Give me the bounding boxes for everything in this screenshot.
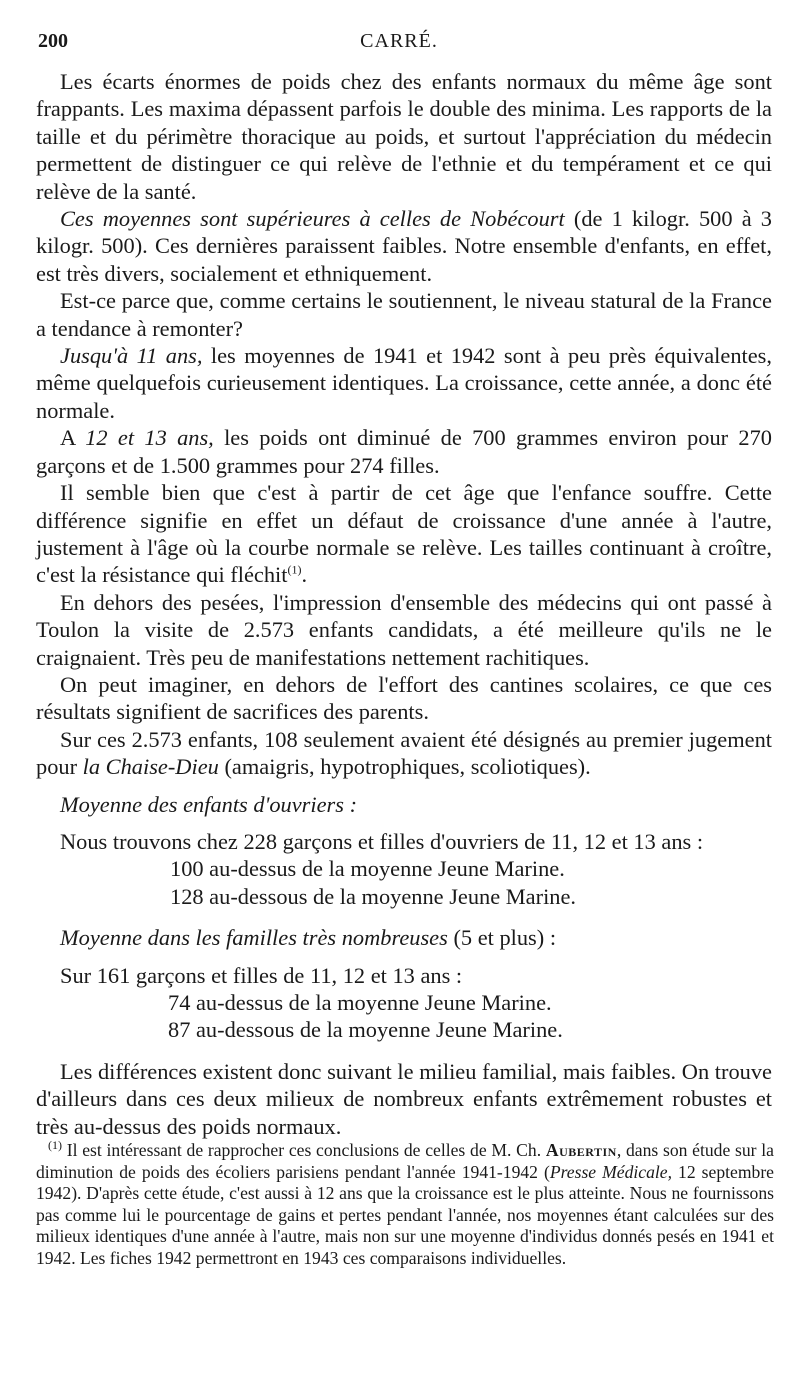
paragraph-resistance-end: .	[301, 562, 308, 588]
paragraph-conclusion: Les différences existent donc suivant le milieu familial, mais faibles. On trouve d'ailleurs dans ces deux milieux de nombreux enfants extrêmement robustes et très au-dessus des poids normaux.	[36, 1058, 772, 1139]
paragraph-eleven-text: les moyennes de 1941 et 1942 sont à peu près équivalentes, même quelquefois curieusement identiques. La croissance, cette année, a donc été normale.	[36, 343, 772, 423]
stat-above-ouvriers: 100 au-dessus de la moyenne Jeune Marine.	[170, 856, 565, 882]
paragraph-chaise-dieu-a: Sur ces 2.573 enfants, 108 seulement avaient été désignés au premier jugement pour	[36, 726, 772, 780]
paragraph-resistance-text: Il semble bien que c'est à partir de cet âge que l'enfance souffre. Cette différence signifie en effet un défaut de croissance d'une année à l'autre, justement à l'âge où la courbe normale se relève. Les tailles continuant à croître, c'est la résistance qui fléchit	[36, 480, 772, 588]
stat-intro-nombreuses: Sur 161 garçons et filles de 11, 12 et 13 ans :	[60, 962, 463, 988]
footnote-marker: (1)	[48, 1138, 62, 1153]
main-text	[36, 68, 772, 1140]
footnote-reference[interactable]: (1)	[287, 562, 302, 577]
paragraph-sacrifices: On peut imaginer, en dehors de l'effort des cantines scolaires, ce que ces résultats signifient de sacrifices des parents.	[36, 671, 772, 725]
paragraph-statural: Est-ce parce que, comme certains le soutiennent, le niveau statural de la France a tendance à remonter?	[36, 288, 772, 341]
footnote-part-1: Il est intéressant de rapprocher ces conclusions de celles de M. Ch.	[62, 1140, 546, 1160]
emphasis-nombreuses: Moyenne dans les familles très nombreuses	[60, 925, 448, 951]
stat-above-nombreuses: 74 au-dessus de la moyenne Jeune Marine.	[168, 990, 552, 1015]
stat-intro-ouvriers: Nous trouvons chez 228 garçons et filles d'ouvriers de 11, 12 et 13 ans :	[60, 828, 704, 854]
footnote	[36, 1140, 774, 1270]
running-title: CARRÉ.	[360, 30, 438, 52]
page-number: 200	[38, 30, 68, 52]
paragraph-nobecourt-text: (de 1 kilogr. 500 à 3 kilogr. 500). Ces dernières paraissent faibles. Notre ensemble d'enfants, en effet, est très divers, socialement et ethniquement.	[36, 206, 772, 286]
paragraph-eleven	[36, 342, 772, 424]
subheading-nombreuses-text: (5 et plus) :	[447, 925, 557, 951]
paragraph-resistance	[36, 479, 772, 589]
paragraph-chaise-dieu	[36, 726, 772, 781]
paragraph-twelve-text: les poids ont diminué de 700 grammes environ pour 270 garçons et de 1.500 grammes pour 274 filles.	[36, 425, 772, 478]
emphasis-nobecourt: Ces moyennes sont supérieures à celles de Nobécourt	[60, 206, 565, 232]
footnote-journal: Presse Médicale,	[549, 1161, 673, 1182]
footnote-author: Aubertin	[545, 1140, 617, 1160]
stat-below-nombreuses: 87 au-dessous de la moyenne Jeune Marine.	[168, 1017, 563, 1043]
paragraph-twelve-lead: A	[60, 425, 86, 451]
subheading-ouvriers: Moyenne des enfants d'ouvriers :	[60, 791, 358, 817]
paragraph-toulon: En dehors des pesées, l'impression d'ensemble des médecins qui ont passé à Toulon la visite de 2.573 enfants candidats, a été meilleure qu'ils ne le craignaient. Très peu de manifestations nettement rachitiques.	[36, 589, 772, 670]
footnote-text	[36, 1140, 774, 1270]
paragraph-twelve	[36, 424, 772, 479]
footnote-part-3: 12 septembre 1942). D'après cette étude, c'est aussi à 12 ans que la croissance est le plus atteinte. Nous ne fournissons pas comme lui le pourcentage de gains et pertes pendant l'année, nos moyennes étant calculées sur des milieux identiques d'une année à l'autre, mais non sur une moyenne d'individus donnés pesés en 1941 et 1942. Les fiches 1942 permettront en 1943 ces comparaisons individuelles.	[36, 1161, 774, 1268]
paragraph-weights: Les écarts énormes de poids chez des enfants normaux du même âge sont frappants. Les maxima dépassent parfois le double des minima. Les rapports de la taille et du périmètre thoracique au poids, et surtout l'appréciation du médecin permettent de distinguer ce qui relève de l'ethnie et du tempérament et ce qui relève de la santé.	[36, 69, 772, 204]
paragraph-nobecourt	[36, 205, 772, 287]
stat-below-ouvriers: 128 au-dessous de la moyenne Jeune Marine.	[170, 883, 577, 909]
subheading-nombreuses	[36, 924, 772, 951]
emphasis-eleven: Jusqu'à 11 ans,	[60, 343, 203, 369]
emphasis-chaise-dieu: la Chaise-Dieu	[82, 754, 219, 780]
page-header	[38, 30, 760, 62]
footnote-part-2: , dans son étude sur la diminution de poids des écoliers parisiens pendant l'année 1941-1942 (	[36, 1140, 774, 1182]
emphasis-twelve: 12 et 13 ans,	[85, 425, 214, 451]
paragraph-chaise-dieu-b: (amaigris, hypotrophiques, scoliotiques).	[218, 754, 591, 780]
